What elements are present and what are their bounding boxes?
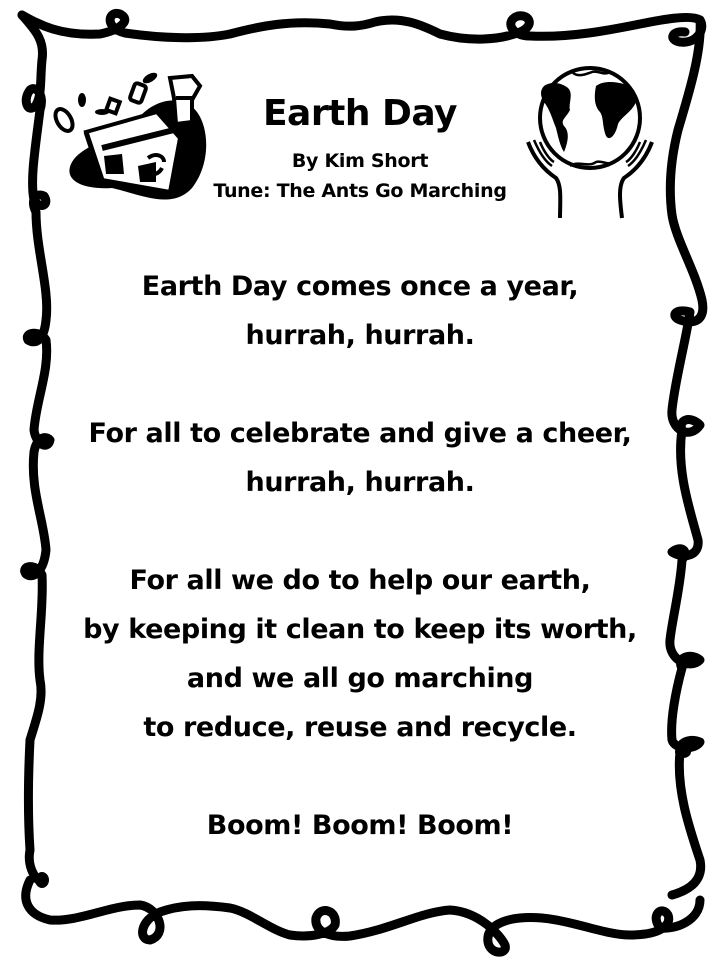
poem-body [60, 262, 660, 850]
stanza-gap [60, 752, 660, 801]
stanza-gap [60, 507, 660, 556]
byline [200, 146, 520, 206]
poem-line: Earth Day comes once a year, [141, 271, 579, 302]
poem-line: to reduce, reuse and recycle. [143, 712, 577, 743]
poem-line: For all to celebrate and give a cheer, [88, 418, 632, 449]
poem-line: hurrah, hurrah. [245, 320, 475, 351]
author-credit: By Kim Short [291, 150, 429, 172]
poem-line: hurrah, hurrah. [245, 467, 475, 498]
poem-line: Boom! Boom! Boom! [206, 810, 514, 841]
poem-line: and we all go marching [186, 663, 534, 694]
poem-line: by keeping it clean to keep its worth, [83, 614, 637, 645]
stanza-gap [60, 360, 660, 409]
tune-credit: Tune: The Ants Go Marching [213, 180, 507, 202]
poem-line: For all we do to help our earth, [129, 565, 591, 596]
page-title: Earth Day [262, 93, 458, 134]
globe-in-hands-icon [520, 62, 670, 222]
recycle-bin-icon [52, 70, 222, 210]
